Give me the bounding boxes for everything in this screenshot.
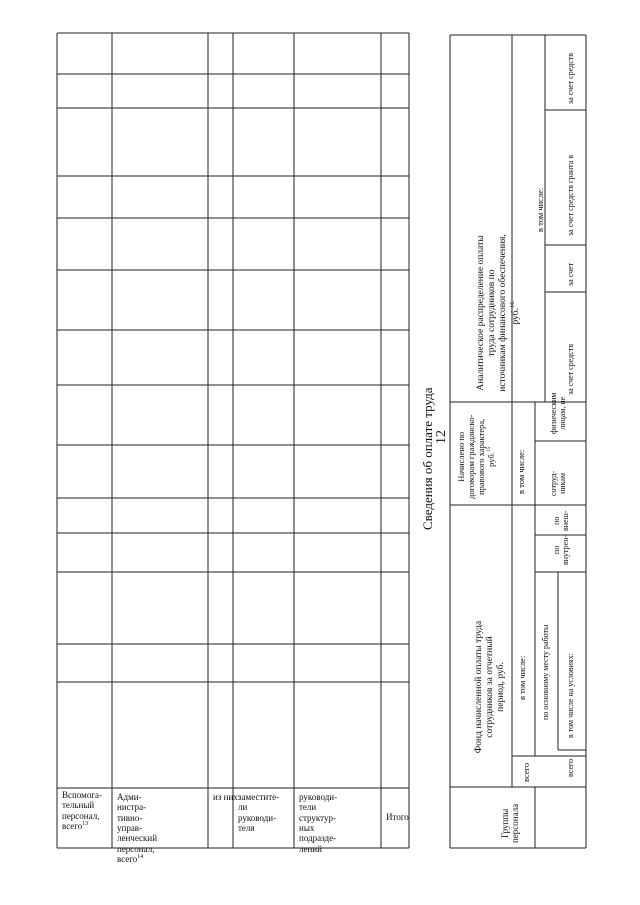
t2-analytic-header: Аналитическое распределение оплаты труда сотрудников по источникам финансового обеспечения, руб.$^{16}$ bbox=[476, 234, 521, 392]
t1-row-label-heads: руководи- тели структур- ных подразде- лений bbox=[299, 792, 338, 854]
t2-main-conditions: в том числе на условиях: bbox=[566, 653, 575, 738]
t1-row-label-deputies: заместите- ли руководи- теля bbox=[238, 792, 280, 834]
t2-civil-header-footnote-mark: 15 bbox=[486, 446, 493, 453]
t2-civil-in-that-number: в том числе: bbox=[516, 449, 526, 494]
t2-analytic-in-that-number: в том числе: bbox=[535, 187, 545, 232]
t1-row-label-aux: Вспомога- тельный персонал, всего$^{13}$ bbox=[62, 790, 103, 832]
t2-groups-header: Группы персонала bbox=[500, 803, 521, 843]
t2-civil-header: Начислено по договорам гражданско- правового характера, руб.$^{15}$ bbox=[456, 414, 497, 499]
t2-src-account: за счет bbox=[566, 262, 575, 286]
t2-fund-header: Фонд начисленной оплаты труда сотрудников за отчетный период, руб. bbox=[474, 620, 506, 754]
t2-civil-employees: сотруд- никам bbox=[549, 470, 568, 496]
page-number: 12 bbox=[434, 430, 449, 444]
t2-src-grant: за счет средств гранта в bbox=[566, 154, 575, 236]
t2-src-funds2: за счет средств bbox=[566, 52, 575, 104]
t1-row-label-admin: Адми- нистра- тивно- управ- ленческий персонал, всего$^{14}$ bbox=[117, 792, 158, 865]
t2-analytic-header-footnote-mark: 16 bbox=[508, 301, 516, 309]
t1-row-label-aux-footnote-mark: 13 bbox=[82, 821, 89, 828]
t2-main-total: всего bbox=[566, 758, 575, 777]
t1-row-label-of-them: из них: bbox=[213, 792, 241, 802]
t2-in-that-number: в том числе: bbox=[517, 655, 527, 700]
t1-row-label-admin-footnote-mark: 14 bbox=[137, 854, 144, 861]
t2-main-place: по основному месту работы bbox=[541, 624, 550, 720]
t2-src-funds: за счет средств bbox=[566, 343, 575, 395]
t2-civil-individuals: физическим лицам, не bbox=[549, 392, 568, 434]
t1-row-label-total: Итого bbox=[386, 812, 409, 822]
section-title: Сведения об оплате труда bbox=[420, 387, 435, 530]
t2-external: по внеш- bbox=[552, 510, 571, 531]
t2-total-header: всего bbox=[521, 762, 531, 782]
t2-internal: по внутрен- bbox=[552, 534, 571, 565]
